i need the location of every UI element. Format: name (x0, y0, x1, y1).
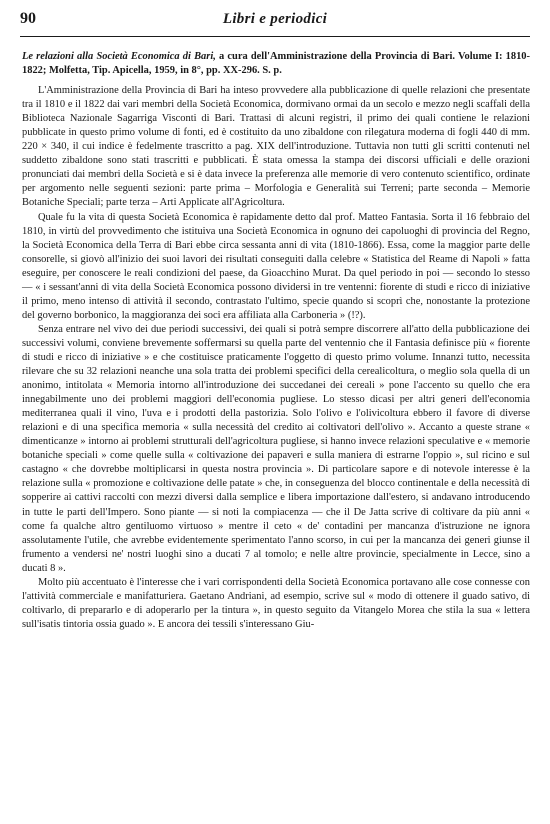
review-body (22, 50, 530, 632)
paragraph-3: Senza entrare nel vivo dei due periodi successivi, dei quali si potrà sempre discorrere all'atto della pubblicazione dei successivi volumi, conviene brevemente soffermarsi su quella parte del ventennio che il Fantasia definisce più « fiorente di studi e ricco di iniziative » e che costituisce praticamente l'oggetto di questo primo volume. Innanzi tutto, necessita rilevare che su 32 relazioni neanche una sola tratta dei problemi specifici della cerealicoltura, o meglio sola quella di un anonimo, intitolata « Memoria intorno all'introduzione dei succedanei dei cereali » pone l'accento su quello che era innegabilmente uno dei problemi maggiori dell'economia pugliese. Lo stesso dicasi per altri generi dell'economia mediterranea quali il vino, l'uva e i prodotti della pastorizia. Solo l'olivo e l'olivicoltura ebbero il favore di diverse relazioni e di una specifica memoria « sulla necessità del credito ai coltivatori dell'olivo ». Accanto a queste strane « dimenticanze » intorno ai problemi strutturali dell'agricoltura pugliese, si hanno invece relazioni speculative e « memorie botaniche speciali » come quelle sulla « coltivazione dei papaveri e sulla maniera di estrarne l'oppio », sul ricino e sul castagno « che dovrebbe moltiplicarsi in questa nostra provincia ». Di particolare sapore e di notevole interesse è la relazione sulla « promozione e coltivazione delle patate » che, in conseguenza del blocco continentale e della necessità di sopperire ai cattivi raccolti con mezzi diversi dalla semplice e libera importazione dall'estero, si andavano introducendo in tutte le parti dell'Impero. Sono piante — si noti la compiacenza — che il De Jatta scrive di coltivare da più anni « come fa qualche altro gentiluomo virtuoso » mentre il ceto « de' contadini per mancanza d'istruzione ne ignora assolutamente l'utile, che avrebbe evidentemente sperimentato l'anno scorso, in cui per la mancanza dei generi giunse il frumento a vendersi ne' nostri luoghi sino a ducati 7 al tomolo; e nelle altre provincie, specialmente in Lecce, sino a ducati 8 ». (22, 323, 530, 574)
paragraph-2: Quale fu la vita di questa Società Economica è rapidamente detto dal prof. Matteo Fantasia. Sorta il 16 febbraio del 1810, in virtù del provvedimento che istituiva una Società Economica in ognuno dei capoluoghi di provincia del Regno, la Società Economica della Terra di Bari ebbe circa sessanta anni di vita (1810-1866). Essa, come la maggior parte delle consorelle, si giovò all'inizio dei suoi lavori dei risultati conseguiti dalla celebre « Statistica del Reame di Napoli » fatta eseguire, per conoscere le reali condizioni del paese, da Gioacchino Murat. Da quel periodo in poi — secondo lo stesso — « i sessant'anni di vita della Società Economica possono dividersi in tre ventenni: fiorente di studi e ricco di iniziative il primo, meno intenso di attività il secondo, contrastato l'ultimo, specie quando si scoprì che, nonostante la protezione del governo borbonico, la maggioranza dei soci era affiliata alla Carboneria » (!?). (22, 211, 530, 321)
page-header (20, 10, 530, 34)
paragraph-4: Molto più accentuato è l'interesse che i vari corrispondenti della Società Economica portavano alle cose connesse con l'attività commerciale e manifatturiera. Gaetano Andriani, ad esempio, scrive sul « modo di ottenere il guado sativo, di coltivarlo, di prepararlo e di adoperarlo per la tintura », in questo seguito da Vitangelo Morea che stila la sua « lettera sull'isatis tintoria ossia guado ». E ancora dei tessili s'interessano Giu- (22, 576, 530, 630)
citation-title: Le relazioni alla Società Economica di Bari, (22, 51, 216, 62)
running-head: Libri e periodici (222, 11, 328, 27)
header-rule (20, 36, 530, 37)
page-number: 90 (20, 10, 36, 27)
paragraph-1: L'Amministrazione della Provincia di Bari ha inteso provvedere alla pubblicazione di quelle relazioni che presentate tra il 1810 e il 1822 dai vari membri della Società Economica, dormivano ormai da un secolo e mezzo negli scaffali della Biblioteca Nazionale Sagarriga Visconti di Bari. Trattasi di alcuni registri, il primo dei quali contiene le relazioni pubblicate in questo primo volume di fonti, ed è costituito da uno zibaldone con rilegatura moderna di fogli 440 di mm. 220 × 340, il cui indice è fedelmente trascritto a pag. XIX dell'introduzione. Tuttavia non tutti gli scritti contenuti nel suddetto zibaldone sono stati trascritti e pubblicati. È stata omessa la stampa dei discorsi ufficiali e delle orazioni pronunciati dai membri della Società e si è data invece la preferenza alle memorie di vero contenuto scientifico, ordinate per argomento nelle seguenti sezioni: parte prima – Morfologia e Generalità sui Terreni; parte seconda – Memorie Botaniche Speciali; parte terza – Arti Applicate all'Agricoltura. (22, 85, 530, 209)
citation-details: a cura dell'Amministrazione della Provincia di Bari. Volume I: 1810-1822; Molfetta, Tip. Apicella, 1959, in 8°, pp. XX-296. S. p. (22, 51, 531, 77)
book-citation (22, 50, 530, 78)
